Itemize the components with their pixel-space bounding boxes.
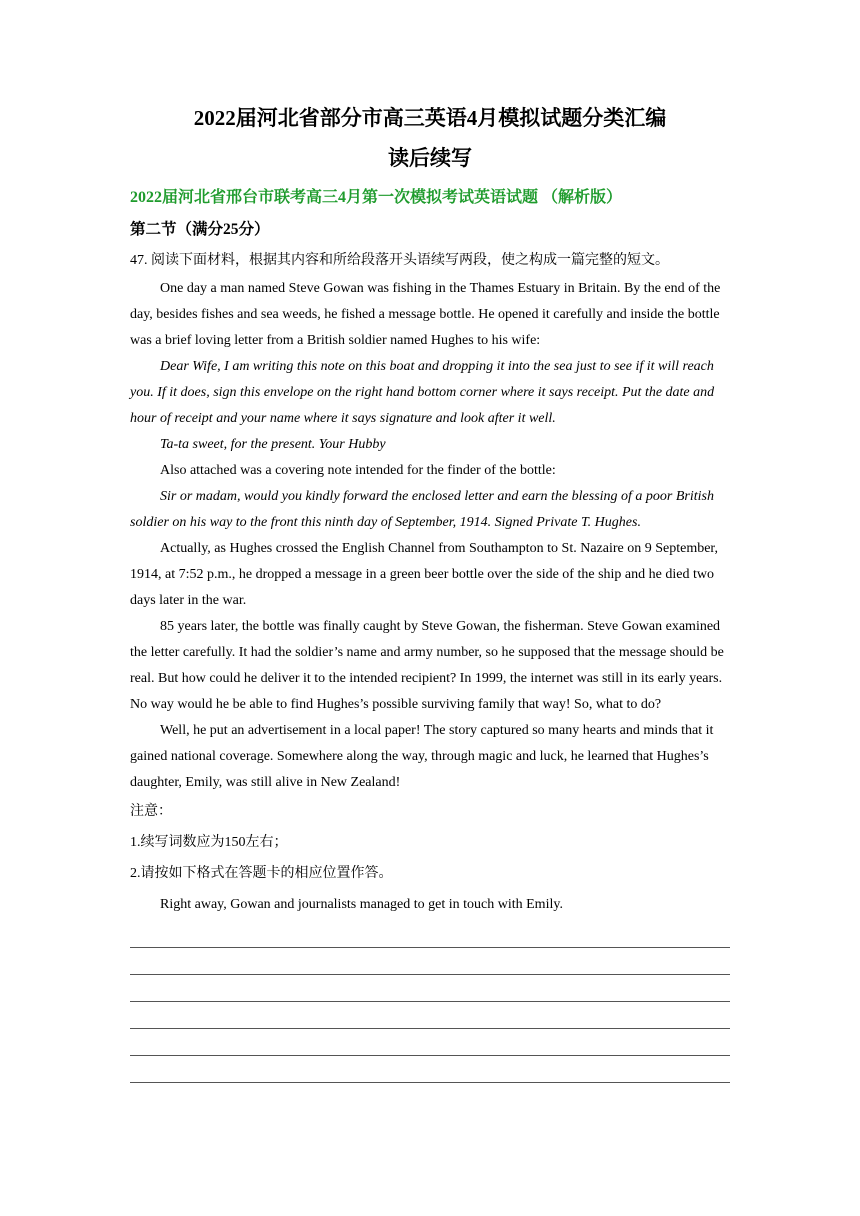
- source-title: 2022届河北省邢台市联考高三4月第一次模拟考试英语试题 （解析版）: [130, 189, 623, 206]
- notes-label: 注意：: [130, 804, 172, 819]
- answer-line[interactable]: [130, 948, 730, 975]
- document-subtitle: 读后续写: [388, 146, 472, 170]
- answer-line[interactable]: [130, 1029, 730, 1056]
- letter-paragraph: Dear Wife, I am writing this note on this boat and dropping it into the sea just to see if it will reach you. If it does, sign this envelope on the right hand bottom corner where it says receipt. Put the date and hour of receipt and your name where it says signature and look after it well.: [130, 359, 715, 426]
- passage: [130, 276, 730, 796]
- passage-paragraph: Also attached was a covering note intended for the finder of the bottle:: [160, 463, 556, 478]
- question-prompt: 47. 阅读下面材料，根据其内容和所给段落开头语续写两段，使之构成一篇完整的短文。: [130, 253, 669, 268]
- answer-lines: [130, 921, 730, 1083]
- answer-line[interactable]: [130, 1002, 730, 1029]
- note-item: 1.续写词数应为150左右；: [130, 835, 288, 850]
- answer-line[interactable]: [130, 921, 730, 948]
- answer-line[interactable]: [130, 1056, 730, 1083]
- continuation-start: Right away, Gowan and journalists managed to get in touch with Emily.: [160, 897, 563, 912]
- document-page: [130, 98, 730, 1083]
- answer-line[interactable]: [130, 975, 730, 1002]
- letter-signoff: Ta-ta sweet, for the present. Your Hubby: [160, 437, 386, 452]
- passage-paragraph: Actually, as Hughes crossed the English Channel from Southampton to St. Nazaire on 9 September, 1914, at 7:52 p.m., he dropped a message in a green beer bottle over the side of the ship and he died two days later in the war.: [130, 541, 719, 608]
- note-item: 2.请按如下格式在答题卡的相应位置作答。: [130, 866, 393, 881]
- document-title: 2022届河北省部分市高三英语4月模拟试题分类汇编: [193, 106, 667, 130]
- passage-paragraph: Well, he put an advertisement in a local paper! The story captured so many hearts and minds that it gained national coverage. Somewhere along the way, through magic and luck, he learned that Hughes’s daughter, Emily, was still alive in New Zealand!: [130, 723, 714, 790]
- section-title: 第二节（满分25分）: [130, 221, 270, 238]
- passage-paragraph: One day a man named Steve Gowan was fishing in the Thames Estuary in Britain. By the end of the day, besides fishes and sea weeds, he fished a message bottle. He opened it carefully and inside the bottle was a brief loving letter from a British soldier named Hughes to his wife:: [130, 281, 721, 348]
- covering-note: Sir or madam, would you kindly forward the enclosed letter and earn the blessing of a poor British soldier on his way to the front this ninth day of September, 1914. Signed Private T. Hughes.: [130, 489, 714, 530]
- passage-paragraph: 85 years later, the bottle was finally caught by Steve Gowan, the fisherman. Steve Gowan examined the letter carefully. It had the soldier’s name and army number, so he supposed that the message should be real. But how could he deliver it to the intended recipient? In 1999, the internet was still in its early years. No way would he be able to find Hughes’s possible surviving family that way! So, what to do?: [130, 619, 724, 712]
